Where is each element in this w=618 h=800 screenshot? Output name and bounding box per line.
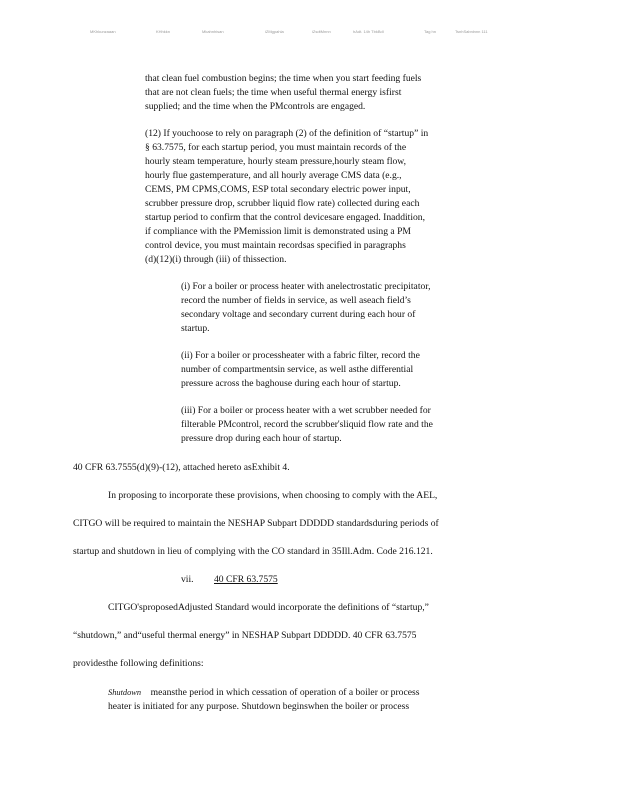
text-line: startup. <box>181 323 210 334</box>
text-line: § 63.7575, for each startup period, you must maintain records of the <box>145 142 407 153</box>
text-line: (i) For a boiler or process heater with anelectrostatic precipitator, <box>181 281 431 292</box>
text-line: control device, you must maintain recordsas specified in paragraphs <box>145 240 406 251</box>
header-item: hAdt. 14h TbkBdl <box>353 29 384 34</box>
quoted-paragraph-12 <box>145 127 501 267</box>
header-item: TsnhSabnlnnn 111 <box>455 29 488 34</box>
text-line: “shutdown,” and“useful thermal energy” in NESHAP Subpart DDDDD. 40 CFR 63.7575 <box>73 630 417 641</box>
definition-text: meansthe period in which cessation of operation of a boiler or process <box>150 687 420 698</box>
subparagraph-ii <box>181 349 501 391</box>
quoted-paragraph-intro <box>145 72 501 114</box>
text-line: CITGO'sproposedAdjusted Standard would incorporate the definitions of “startup,” <box>108 602 429 613</box>
header-item: iZsdtMnnn <box>312 29 331 34</box>
text-line: CEMS, PM CPMS,COMS, ESP total secondary electric power input, <box>145 184 411 195</box>
text-line: pressure drop during each hour of startup. <box>181 433 342 444</box>
text-line: (iii) For a boiler or process heater with a wet scrubber needed for <box>181 405 431 416</box>
text-line: (ii) For a boiler or processheater with a fabric filter, record the <box>181 350 420 361</box>
text-line: scrubber pressure drop, scrubber liquid flow rate) collected during each <box>145 198 420 209</box>
definition-shutdown <box>108 686 493 714</box>
text-line: hourly flue gastemperature, and all hourly average CMS data (e.g., <box>145 170 402 181</box>
text-line: filterable PMcontrol, record the scrubber'sliquid flow rate and the <box>181 419 433 430</box>
header-item: Mkahnhisan <box>202 29 224 34</box>
text-line: number of compartmentsin service, as well asthe differential <box>181 364 414 375</box>
text-line: pressure across the baghouse during each hour of startup. <box>181 378 401 389</box>
text-line <box>108 686 493 700</box>
text-line: supplied; and the time when the PMcontrols are engaged. <box>145 101 366 112</box>
definition-term: Shutdown <box>108 688 142 697</box>
text-line: hourly steam temperature, hourly steam pressure,hourly steam flow, <box>145 156 406 167</box>
text-line: record the number of fields in service, as well aseach field’s <box>181 295 411 306</box>
text-line: CITGO will be required to maintain the NESHAP Subpart DDDDD standardsduring periods of <box>73 518 439 529</box>
subparagraph-i <box>181 280 501 336</box>
header-item: iZMgpahla <box>265 29 284 34</box>
subparagraph-iii <box>181 404 501 446</box>
page-header-strip <box>90 29 530 37</box>
header-item: Tag hn <box>424 29 437 34</box>
text-line: (d)(12)(i) through (iii) of thissection. <box>145 254 287 265</box>
header-item: KHhkkn <box>156 29 171 34</box>
text-line: that are not clean fuels; the time when useful thermal energy isfirst <box>145 87 402 98</box>
text-line: startup period to confirm that the control devicesare engaged. Inaddition, <box>145 212 425 223</box>
text-line: if compliance with the PMemission limit is demonstrated using a PM <box>145 226 411 237</box>
text-line: providesthe following definitions: <box>73 658 204 669</box>
text-line: In proposing to incorporate these provisions, when choosing to comply with the AEL, <box>108 490 438 501</box>
text-line: that clean fuel combustion begins; the time when you start feeding fuels <box>145 73 422 84</box>
section-title: 40 CFR 63.7575 <box>214 574 278 585</box>
section-number: vii. <box>181 574 194 585</box>
citation-line: 40 CFR 63.7555(d)(9)-(12), attached hereto asExhibit 4. <box>73 462 290 473</box>
header-item: MKhkunzaaan <box>90 29 116 34</box>
text-line: startup and shutdown in lieu of complying with the CO standard in 35Ill.Adm. Code 216.121. <box>73 546 433 557</box>
text-line: (12) If youchoose to rely on paragraph (2) of the definition of “startup” in <box>145 128 429 139</box>
text-line: secondary voltage and secondary current during each hour of <box>181 309 416 320</box>
text-line: heater is initiated for any purpose. Shutdown beginswhen the boiler or process <box>108 701 410 712</box>
